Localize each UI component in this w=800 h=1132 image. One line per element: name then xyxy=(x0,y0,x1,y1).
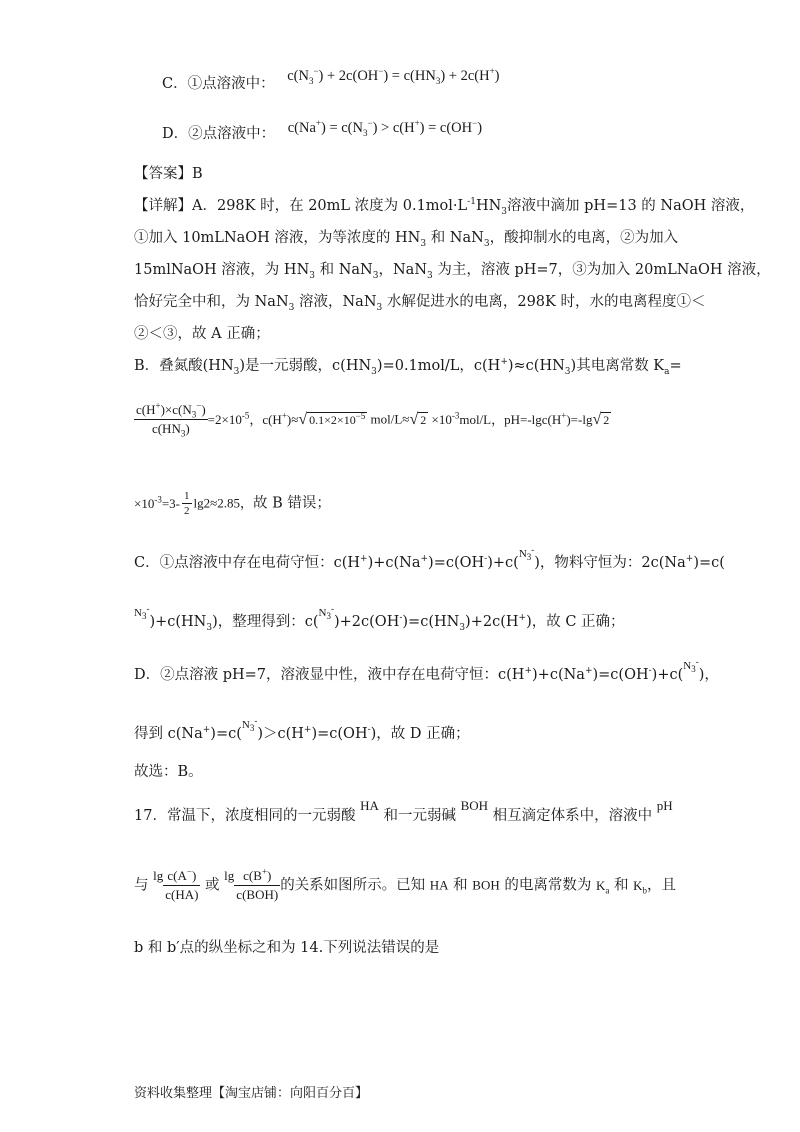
detail-a-line-5: ②＜③，故 A 正确； xyxy=(134,326,270,342)
choose-line: 故选：B。 xyxy=(134,764,203,780)
detail-d-line-1: D．②点溶液 pH=7，溶液显中性，液中存在电荷守恒：$c(H^+)+c(Na^+)=c(OH^-)+c(N_3^-)$， xyxy=(134,656,719,683)
q17-line-1: 17．常温下，浓度相同的一元弱酸 HA 和一元弱碱 BOH 相互滴定体系中，溶液中 pH xyxy=(134,798,673,824)
q17-line-2: 与 lg $\frac{c(A^-)}{c(HA)}$ 或 lg $\frac{c(B^+)}{\text{c(BOH)}}$ 的关系如图所示。已知 HA 和 BOH 的电离常数为 $K_a$ 和 $K_b$，且 xyxy=(134,866,676,902)
detail-c-line-2: $N_3^-)+c(HN_3)$，整理得到：$c(N_3^-)+2c(OH^-)=c(HN_3)+2c(H^+)$，故 C 正确； xyxy=(134,603,625,633)
option-c-formula: $c(N_3^-) + 2c(OH^-) = c(HN_3) + 2c(H^+)$ xyxy=(287,66,500,86)
option-d-formula: $c(Na^+) = c(N_3^-) > c(H^+) = c(OH^-)$ xyxy=(287,118,483,138)
detail-a-line-3: 15mlNaOH 溶液，为 $HN_3$ 和 NaN$_3$，NaN$_3$ 为主，溶液 pH=7，③为加入 20mLNaOH 溶液， xyxy=(134,262,771,281)
footer-source: 资料收集整理【淘宝店铺：向阳百分百】 xyxy=(134,1086,369,1101)
option-c-label: C．①点溶液中： xyxy=(162,76,275,92)
option-c xyxy=(162,66,500,94)
ka-fraction: $\frac{c(H^+)\times c(N_3^-)}{c(HN_3)}$ xyxy=(136,400,206,439)
answer-line: 【答案】B xyxy=(134,166,203,182)
detail-a-line-4: 恰好完全中和，为 NaN$_3$ 溶液，NaN$_3$ 水解促进水的电离，298K 时，水的电离程度①＜ xyxy=(134,294,706,313)
detail-b-line-2: $\frac{c(H^+)\times c(N_3^-)}{c(HN_3)}$ $=2\times 10^{-5}$，c(H+)≈√ $0.1\times 2\times 10^{-5}$ mol/L≈√ $2 \times 10^{-3}mol/L$，pH=-lgc(H+)=-lg√ 2 xyxy=(136,400,610,439)
q17-line-3: b 和 b′点的纵坐标之和为 14.下列说法错误的是 xyxy=(134,940,440,956)
detail-b-line-1: B．叠氮酸$(HN_3)$是一元弱酸，$c(HN_3)=0.1mol/L$，$c(H^+)\approx c(HN_3)$其电离常数 $K_a=$ xyxy=(134,357,682,377)
detail-d-line-2: 得到 $c(Na^+)=c(N_3^-)>c(H^+)=c(OH^-)$，故 D 正确； xyxy=(134,715,470,742)
detail-a-line-2: ①加入 10mLNaOH 溶液，为等浓度的 $HN_3$ 和 NaN$_3$，酸抑制水的电离，②为加入 xyxy=(134,230,679,249)
detail-c-line-1: C．①点溶液中存在电荷守恒：$c(H^+)+c(Na^+)=c(OH^-)+c(N_3^-)$，物料守恒为：2c(Na+)=c( xyxy=(134,544,725,571)
detail-b-line-3: $\times 10^{-3}=3-$ $\frac{1}{2}$ lg2≈2.85，故 B 错误； xyxy=(134,490,331,517)
option-d-label: D．②点溶液中： xyxy=(162,126,276,142)
detail-a-line-1: 【详解】A．298K 时，在 20mL 浓度为 $0.1mol\cdot L^{-1}HN_3$溶液中滴加 pH=13 的 NaOH 溶液， xyxy=(134,197,755,217)
option-d xyxy=(162,118,483,144)
